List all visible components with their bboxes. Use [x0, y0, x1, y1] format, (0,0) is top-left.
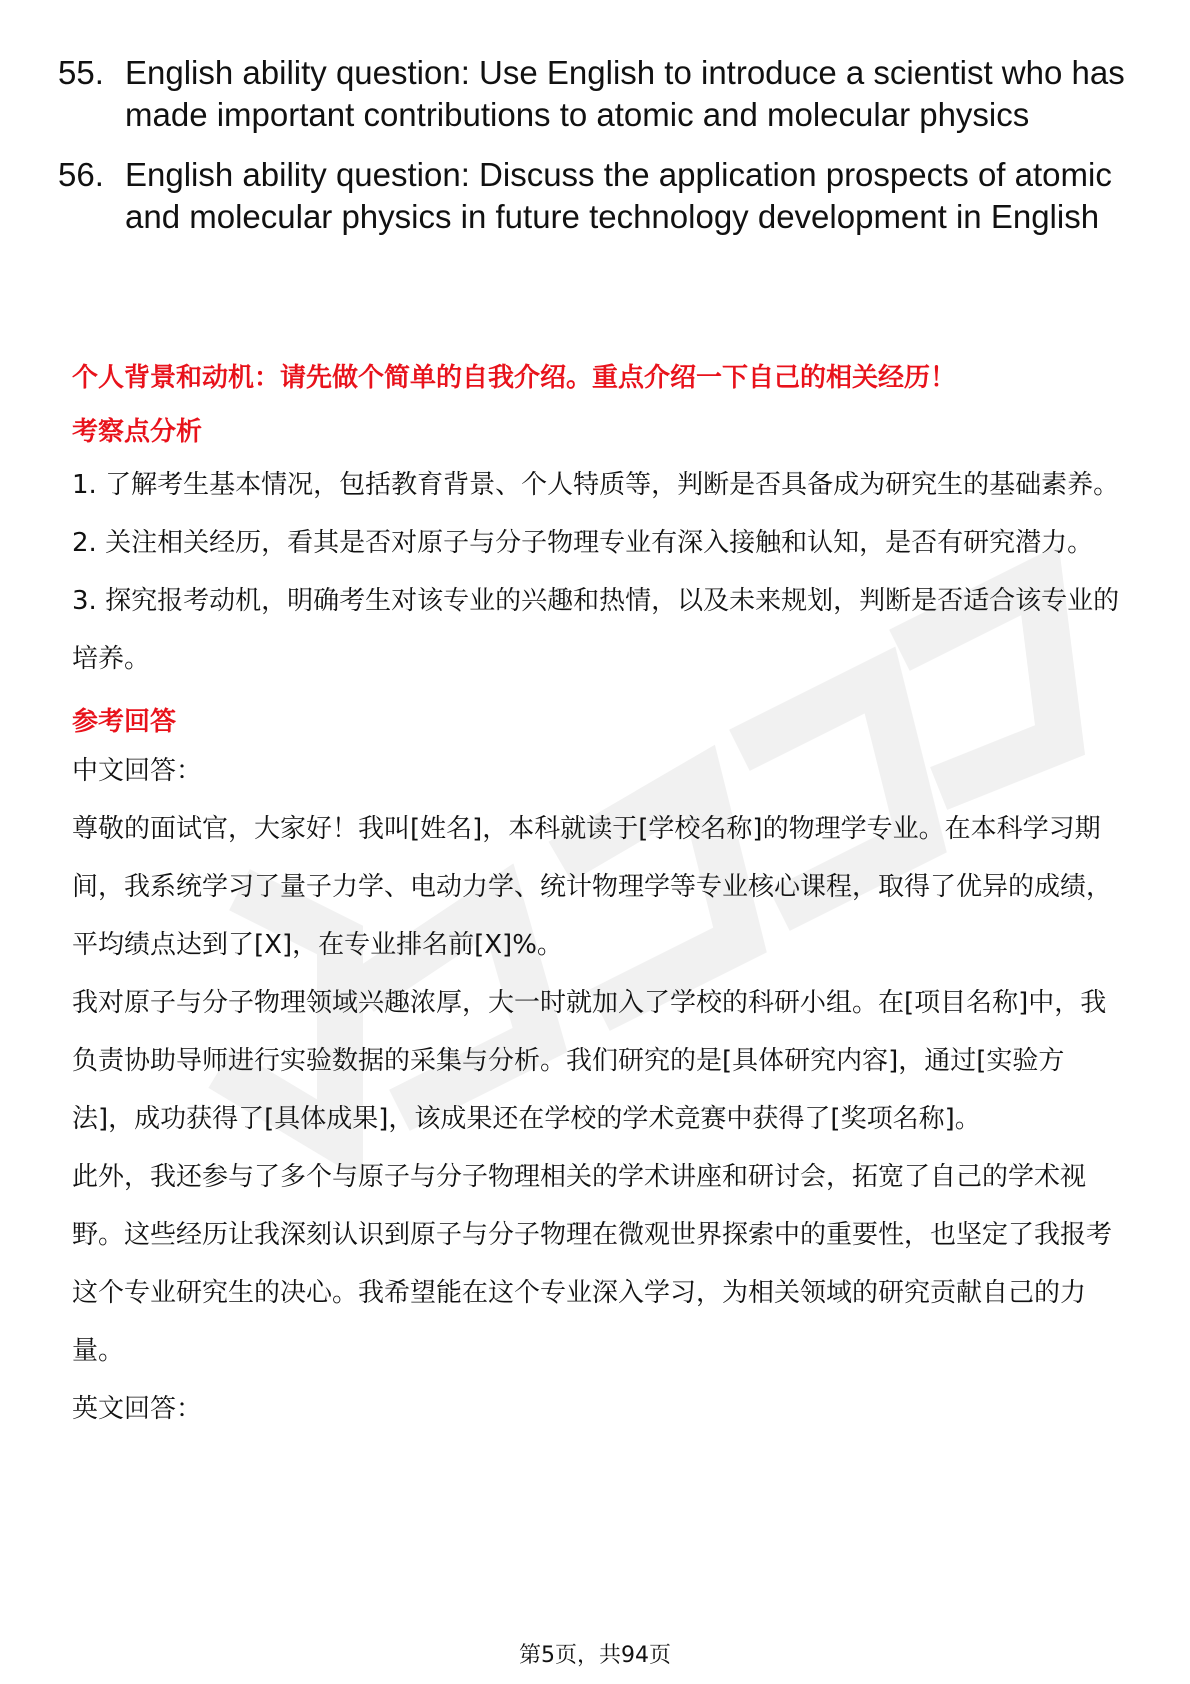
page-footer: 第5页，共94页	[519, 1643, 671, 1668]
analysis-point: 3. 探究报考动机，明确考生对该专业的兴趣和热情，以及未来规划，判断是否适合该专业的培养。	[72, 586, 1120, 674]
prompt-heading: 个人背景和动机：请先做个简单的自我介绍。重点介绍一下自己的相关经历！	[72, 363, 957, 393]
answer-paragraph: 尊敬的面试官，大家好！我叫[姓名]，本科就读于[学校名称]的物理学专业。在本科学习期间，我系统学习了量子力学、电动力学、统计物理学等专业核心课程，取得了优异的成绩，平均绩点达到了[X]，在专业排名前[X]%。	[72, 814, 1113, 960]
en-answer-label: 英文回答：	[72, 1394, 203, 1424]
answer-paragraph: 我对原子与分子物理领域兴趣浓厚，大一时就加入了学校的科研小组。在[项目名称]中，我负责协助导师进行实验数据的采集与分析。我们研究的是[具体研究内容]，通过[实验方法]，成功获得了[具体成果]，该成果还在学校的学术竞赛中获得了[奖项名称]。	[72, 988, 1107, 1134]
analysis-heading: 考察点分析	[72, 417, 203, 447]
main-content	[72, 358, 1122, 1438]
question-number: 56.	[58, 156, 104, 193]
analysis-point: 2. 关注相关经历，看其是否对原子与分子物理专业有深入接触和认知，是否有研究潜力。	[72, 528, 1094, 558]
analysis-point: 1. 了解考生基本情况，包括教育背景、个人特质等，判断是否具备成为研究生的基础素养。	[72, 470, 1120, 500]
question-item	[58, 154, 1138, 238]
question-text: English ability question: Use English to introduce a scientist who has made important contributions to atomic and molecular physics	[125, 54, 1125, 133]
question-list	[58, 52, 1138, 256]
question-text: English ability question: Discuss the application prospects of atomic and molecular physics in future technology development in English	[125, 156, 1112, 235]
question-item	[58, 52, 1138, 136]
answer-paragraph: 此外，我还参与了多个与原子与分子物理相关的学术讲座和研讨会，拓宽了自己的学术视野。这些经历让我深刻认识到原子与分子物理在微观世界探索中的重要性，也坚定了我报考这个专业研究生的决心。我希望能在这个专业深入学习，为相关领域的研究贡献自己的力量。	[72, 1162, 1113, 1366]
answer-heading: 参考回答	[72, 707, 177, 737]
cn-answer-label: 中文回答：	[72, 756, 203, 786]
question-number: 55.	[58, 54, 104, 91]
